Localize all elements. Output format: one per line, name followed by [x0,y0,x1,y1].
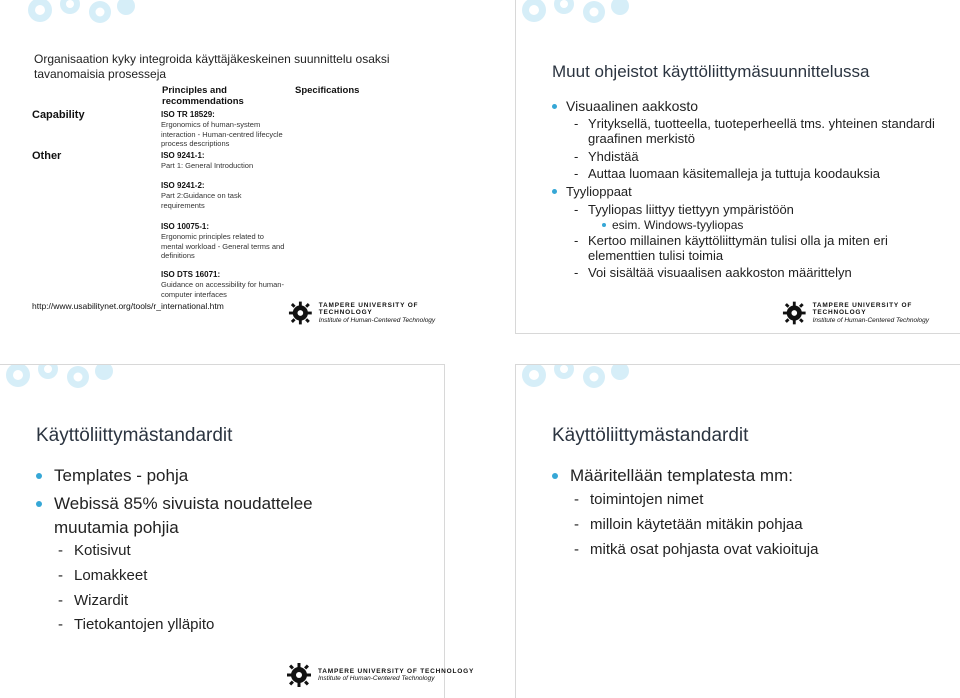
university-name: TAMPERE UNIVERSITY OF TECHNOLOGY [318,302,419,317]
standard-description: Ergonomics of human-system interaction - Human-centred lifecycle process descriptions [161,120,283,148]
sub-sub-bullet-text: esim. Windows-tyyliopas [612,218,744,232]
sub-bullet-item [574,149,639,164]
standard-description: Part 2:Guidance on task requirements [161,191,242,210]
column-header-principles: Principles and recommendations [162,85,244,107]
dash-icon: - [574,202,579,217]
sub-sub-bullet-item [602,218,743,232]
dash-icon: - [574,541,579,558]
standard-name: ISO TR 18529: [161,110,215,119]
sub-bullet-item [574,166,880,181]
bullet-text: Templates - pohja [54,466,189,485]
sub-bullet-text: mitkä osat pohjasta ovat vakioituja [590,541,819,558]
reference-url[interactable]: http://www.usabilitynet.org/tools/r_international.htm [32,301,224,311]
dash-icon: - [574,516,579,533]
bullet-dot-icon [36,501,42,507]
dash-icon: - [574,116,579,131]
footer-logo [288,300,467,326]
sub-bullet-item [574,202,794,217]
dash-icon: - [58,542,63,559]
sub-bullet-item [574,541,818,558]
dash-icon: - [574,491,579,508]
sub-bullet-text: toimintojen nimet [590,491,704,508]
gear-decoration-icon [516,0,636,40]
footer-logo [782,300,960,326]
sub-bullet-item [58,616,214,633]
sub-bullet-text: Yrityksellä, tuotteella, tuoteperheellä tms. yhteinen standardi graafinen merkistö [588,116,935,146]
sub-bullet-text: Kertoo millainen käyttöliittymän tulisi olla ja miten eri elementtien tulisi toimia [588,233,888,263]
standard-name: ISO DTS 16071: [161,270,221,279]
standard-name: ISO 10075-1: [161,222,210,231]
bullet-text: Webissä 85% sivuista noudattelee muutamia pohjia [54,494,313,537]
cog-logo-icon [288,300,313,326]
dash-icon: - [574,149,579,164]
cog-logo-icon [286,662,312,688]
university-name: TAMPERE UNIVERSITY OF TECHNOLOGY [318,667,475,675]
sub-bullet-text: Wizardit [74,592,129,609]
sub-bullet-text: Kotisivut [74,542,131,559]
sub-bullet-item [574,233,954,263]
sub-bullet-text: Tyyliopas liittyy tiettyyn ympäristöön [588,202,794,217]
bullet-text: Määritellään templatesta mm: [570,466,793,485]
sub-bullet-item [574,516,803,533]
standard-item [161,222,286,261]
slide-3 [0,364,445,698]
sub-bullet-text: Lomakkeet [74,567,148,584]
bullet-item [36,466,188,486]
sub-bullet-item [574,491,703,508]
standard-name: ISO 9241-2: [161,181,205,190]
sub-bullet-item [58,567,147,584]
institute-name: Institute of Human-Centered Technology [318,675,435,682]
bullet-item [552,184,632,199]
footer-logo [286,662,474,688]
bullet-dot-icon [552,104,557,109]
gear-decoration-icon [0,365,120,405]
standard-item [161,151,286,171]
dash-icon: - [574,233,579,248]
sub-bullet-text: Auttaa luomaan käsitemalleja ja tuttuja koodauksia [588,166,880,181]
sub-bullet-item [58,592,128,609]
slide-2 [515,0,960,334]
sub-bullet-item [58,542,131,559]
standard-item [161,270,286,299]
slide-title: Muut ohjeistot käyttöliittymäsuunnittelussa [552,62,870,81]
university-name: TAMPERE UNIVERSITY OF TECHNOLOGY [812,302,913,317]
dash-icon: - [574,166,579,181]
sub-bullet-text: Voi sisältää visuaalisen aakkoston määrittelyn [588,265,852,280]
slide-title: Käyttöliittymästandardit [36,425,233,446]
dash-icon: - [58,592,63,609]
standard-description: Ergonomic principles related to mental workload - General terms and definitions [161,232,285,260]
standard-item [161,181,286,210]
cog-logo-icon [782,300,807,326]
bullet-item [552,466,793,486]
slide-4 [515,364,960,698]
institute-name: Institute of Human-Centered Technology [812,316,930,324]
bullet-dot-icon [552,473,558,479]
standard-description: Part 1: General Introduction [161,161,254,170]
sub-bullet-text: Tietokantojen ylläpito [74,616,215,633]
bullet-text: Tyylioppaat [566,184,632,199]
bullet-dot-icon [602,223,606,227]
bullet-item [36,492,366,540]
sub-bullet-item [574,265,852,280]
slide-title: Käyttöliittymästandardit [552,425,749,446]
sub-bullet-text: milloin käytetään mitäkin pohjaa [590,516,803,533]
sub-bullet-item [574,116,954,146]
standard-description: Guidance on accessibility for human-computer interfaces [161,280,284,299]
column-header-specifications: Specifications [295,85,360,96]
dash-icon: - [574,265,579,280]
bullet-dot-icon [552,189,557,194]
slide-title: Organisaation kyky integroida käyttäjäkeskeinen suunnittelu osaksi tavanomaisia prosesseja [34,52,390,81]
gear-decoration-icon [22,0,142,40]
slide-1 [22,0,467,334]
row-label-other: Other [32,150,62,162]
bullet-text: Visuaalinen aakkosto [566,98,699,114]
dash-icon: - [58,616,63,633]
institute-name: Institute of Human-Centered Technology [318,316,436,324]
gear-decoration-icon [516,365,636,405]
bullet-item [552,98,698,114]
dash-icon: - [58,567,63,584]
sub-bullet-text: Yhdistää [588,149,639,164]
standard-name: ISO 9241-1: [161,151,205,160]
standard-item [161,110,286,149]
row-label-capability: Capability [32,109,85,121]
bullet-dot-icon [36,473,42,479]
